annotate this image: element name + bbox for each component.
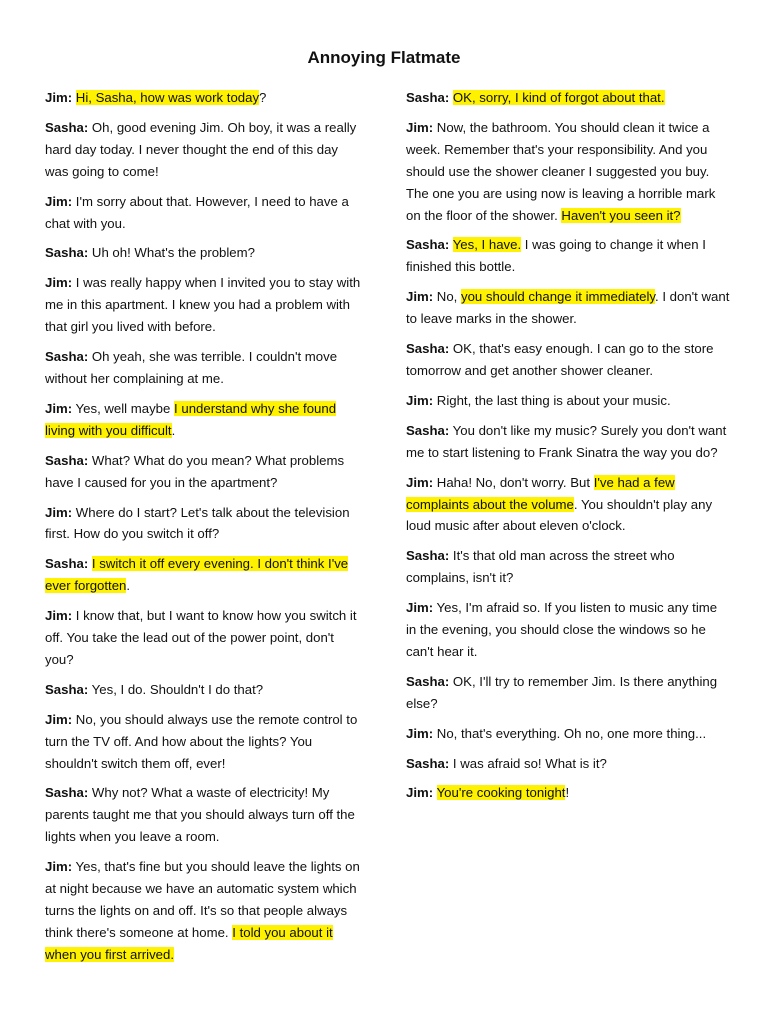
dialogue-line bbox=[406, 597, 731, 663]
dialogue-line bbox=[406, 390, 731, 412]
dialogue-line bbox=[406, 723, 731, 745]
dialogue-line bbox=[406, 286, 731, 330]
dialogue-text: Yes, I'm afraid so. If you listen to music any time in the evening, you should close the windows so he can't hear it. bbox=[406, 600, 718, 659]
speaker-name: Sasha: bbox=[406, 237, 450, 253]
highlighted-text: I switch it off every evening. I don't think I've ever forgotten bbox=[45, 556, 349, 594]
dialogue-text: No, bbox=[433, 289, 461, 305]
speaker-name: Jim: bbox=[406, 474, 434, 490]
dialogue-text: Now, the bathroom. You should clean it twice a week. Remember that's your responsibility. And you should use the shower cleaner I suggested you buy. The one you are using now is leaving a horrible mark on the floor of the shower. bbox=[406, 119, 716, 223]
speaker-name: Sasha: bbox=[406, 422, 450, 438]
speaker-name: Sasha: bbox=[406, 548, 450, 564]
dialogue-text: What? What do you mean? What problems have I caused for you in the apartment? bbox=[45, 452, 345, 490]
dialogue-text: Oh, good evening Jim. Oh boy, it was a really hard day today. I never thought the end of this day was going to come! bbox=[45, 119, 357, 179]
dialogue-text: . You shouldn't play any loud music after about eleven o'clock. bbox=[406, 496, 713, 534]
dialogue-text: OK, that's easy enough. I can go to the store tomorrow and get another shower cleaner. bbox=[406, 341, 714, 378]
dialogue-text: I was afraid so! What is it? bbox=[449, 755, 607, 771]
dialogue-text: . I don't want to leave marks in the shower. bbox=[406, 289, 730, 327]
dialogue-text: Yes, I do. Shouldn't I do that? bbox=[88, 681, 264, 697]
speaker-name: Jim: bbox=[45, 504, 73, 520]
dialogue-text: Yes, well maybe bbox=[72, 400, 175, 416]
dialogue-line bbox=[45, 553, 365, 597]
speaker-name: Jim: bbox=[406, 600, 434, 616]
dialogue-text: Yes, that's fine but you should leave the lights on at night because we have an automatic system which turns the lights on and off. It's so that people always think there's someone at home. bbox=[45, 859, 360, 940]
speaker-name: Jim: bbox=[406, 725, 434, 741]
speaker-name: Jim: bbox=[406, 392, 434, 408]
dialogue-line bbox=[406, 338, 731, 382]
highlighted-text: I understand why she found living with you difficult bbox=[45, 400, 337, 438]
speaker-name: Jim: bbox=[45, 608, 73, 624]
dialogue-text: No, you should always use the remote control to turn the TV off. And how about the lights? You shouldn't switch them off, ever! bbox=[45, 711, 358, 771]
speaker-name: Jim: bbox=[406, 785, 434, 801]
speaker-name: Jim: bbox=[45, 711, 73, 727]
dialogue-text: I was going to change it when I finished this bottle. bbox=[406, 237, 706, 275]
dialogue-text: I was really happy when I invited you to stay with me in this apartment. I knew you had a problem with that girl you lived with before. bbox=[45, 275, 361, 335]
dialogue-line bbox=[45, 502, 365, 546]
highlighted-text: You're cooking tonight bbox=[436, 785, 566, 801]
dialogue-line bbox=[406, 420, 731, 464]
speaker-name: Sasha: bbox=[45, 556, 89, 572]
dialogue-line bbox=[45, 856, 365, 966]
dialogue-text: Where do I start? Let's talk about the television first. How do you switch it off? bbox=[45, 504, 350, 542]
highlighted-text: I've had a few complaints about the volume bbox=[406, 474, 675, 512]
dialogue-line bbox=[406, 782, 731, 804]
speaker-name: Jim: bbox=[406, 119, 434, 135]
highlighted-text: you should change it immediately bbox=[460, 289, 655, 305]
speaker-name: Sasha: bbox=[45, 245, 89, 261]
dialogue-text: I'm sorry about that. However, I need to have a chat with you. bbox=[45, 193, 349, 231]
dialogue-text: It's that old man across the street who complains, isn't it? bbox=[406, 548, 675, 586]
dialogue-text: Haha! No, don't worry. But bbox=[433, 474, 594, 490]
dialogue-line bbox=[45, 242, 365, 264]
speaker-name: Sasha: bbox=[406, 755, 450, 771]
speaker-name: Sasha: bbox=[45, 119, 89, 135]
dialogue-column-right bbox=[406, 87, 731, 812]
dialogue-line bbox=[406, 472, 731, 538]
dialogue-text: Oh yeah, she was terrible. I couldn't move without her complaining at me. bbox=[45, 349, 338, 386]
speaker-name: Jim: bbox=[45, 275, 73, 291]
dialogue-text: Uh oh! What's the problem? bbox=[88, 245, 255, 261]
dialogue-line bbox=[45, 782, 365, 848]
dialogue-line bbox=[406, 234, 731, 278]
speaker-name: Sasha: bbox=[406, 673, 450, 689]
highlighted-text: OK, sorry, I kind of forgot about that. bbox=[452, 90, 665, 105]
dialogue-text: ? bbox=[259, 90, 267, 105]
dialogue-line bbox=[45, 398, 365, 442]
dialogue-line bbox=[406, 671, 731, 715]
speaker-name: Sasha: bbox=[45, 681, 89, 697]
dialogue-column-left bbox=[45, 87, 365, 974]
page-title: Annoying Flatmate bbox=[307, 48, 461, 67]
dialogue-line bbox=[45, 605, 365, 671]
dialogue-text: I know that, but I want to know how you switch it off. You take the lead out of the power point, don't you? bbox=[45, 608, 357, 667]
speaker-name: Jim: bbox=[406, 289, 434, 305]
dialogue-line bbox=[45, 346, 365, 390]
highlighted-text: I told you about it when you first arrived. bbox=[45, 924, 333, 962]
speaker-name: Sasha: bbox=[45, 785, 89, 801]
dialogue-line bbox=[45, 87, 365, 109]
speaker-name: Sasha: bbox=[406, 90, 450, 105]
speaker-name: Jim: bbox=[45, 193, 73, 209]
speaker-name: Sasha: bbox=[45, 452, 89, 468]
dialogue-line bbox=[406, 753, 731, 775]
dialogue-line bbox=[45, 709, 365, 775]
dialogue-line bbox=[406, 117, 731, 227]
highlighted-text: Yes, I have. bbox=[452, 237, 522, 253]
speaker-name: Sasha: bbox=[45, 349, 89, 365]
dialogue-text: OK, I'll try to remember Jim. Is there anything else? bbox=[406, 673, 718, 711]
speaker-name: Jim: bbox=[45, 859, 73, 875]
dialogue-line bbox=[45, 272, 365, 338]
highlighted-text: Hi, Sasha, how was work today bbox=[75, 90, 260, 105]
dialogue-line bbox=[406, 87, 731, 109]
dialogue-text: Right, the last thing is about your music. bbox=[433, 392, 671, 408]
speaker-name: Jim: bbox=[45, 90, 73, 105]
speaker-name: Sasha: bbox=[406, 341, 450, 357]
dialogue-line bbox=[45, 191, 365, 235]
dialogue-line bbox=[45, 117, 365, 183]
dialogue-text: . bbox=[171, 422, 176, 438]
dialogue-text: You don't like my music? Surely you don't want me to start listening to Frank Sinatra the way you do? bbox=[406, 422, 727, 460]
dialogue-text: . bbox=[126, 578, 131, 594]
dialogue-text: ! bbox=[565, 785, 570, 801]
dialogue-text: No, that's everything. Oh no, one more thing... bbox=[433, 725, 707, 741]
dialogue-line bbox=[406, 545, 731, 589]
speaker-name: Jim: bbox=[45, 400, 73, 416]
dialogue-line bbox=[45, 450, 365, 494]
dialogue-text: Why not? What a waste of electricity! My parents taught me that you should always turn off the lights when you leave a room. bbox=[45, 785, 355, 845]
dialogue-line bbox=[45, 679, 365, 701]
highlighted-text: Haven't you seen it? bbox=[561, 207, 681, 223]
